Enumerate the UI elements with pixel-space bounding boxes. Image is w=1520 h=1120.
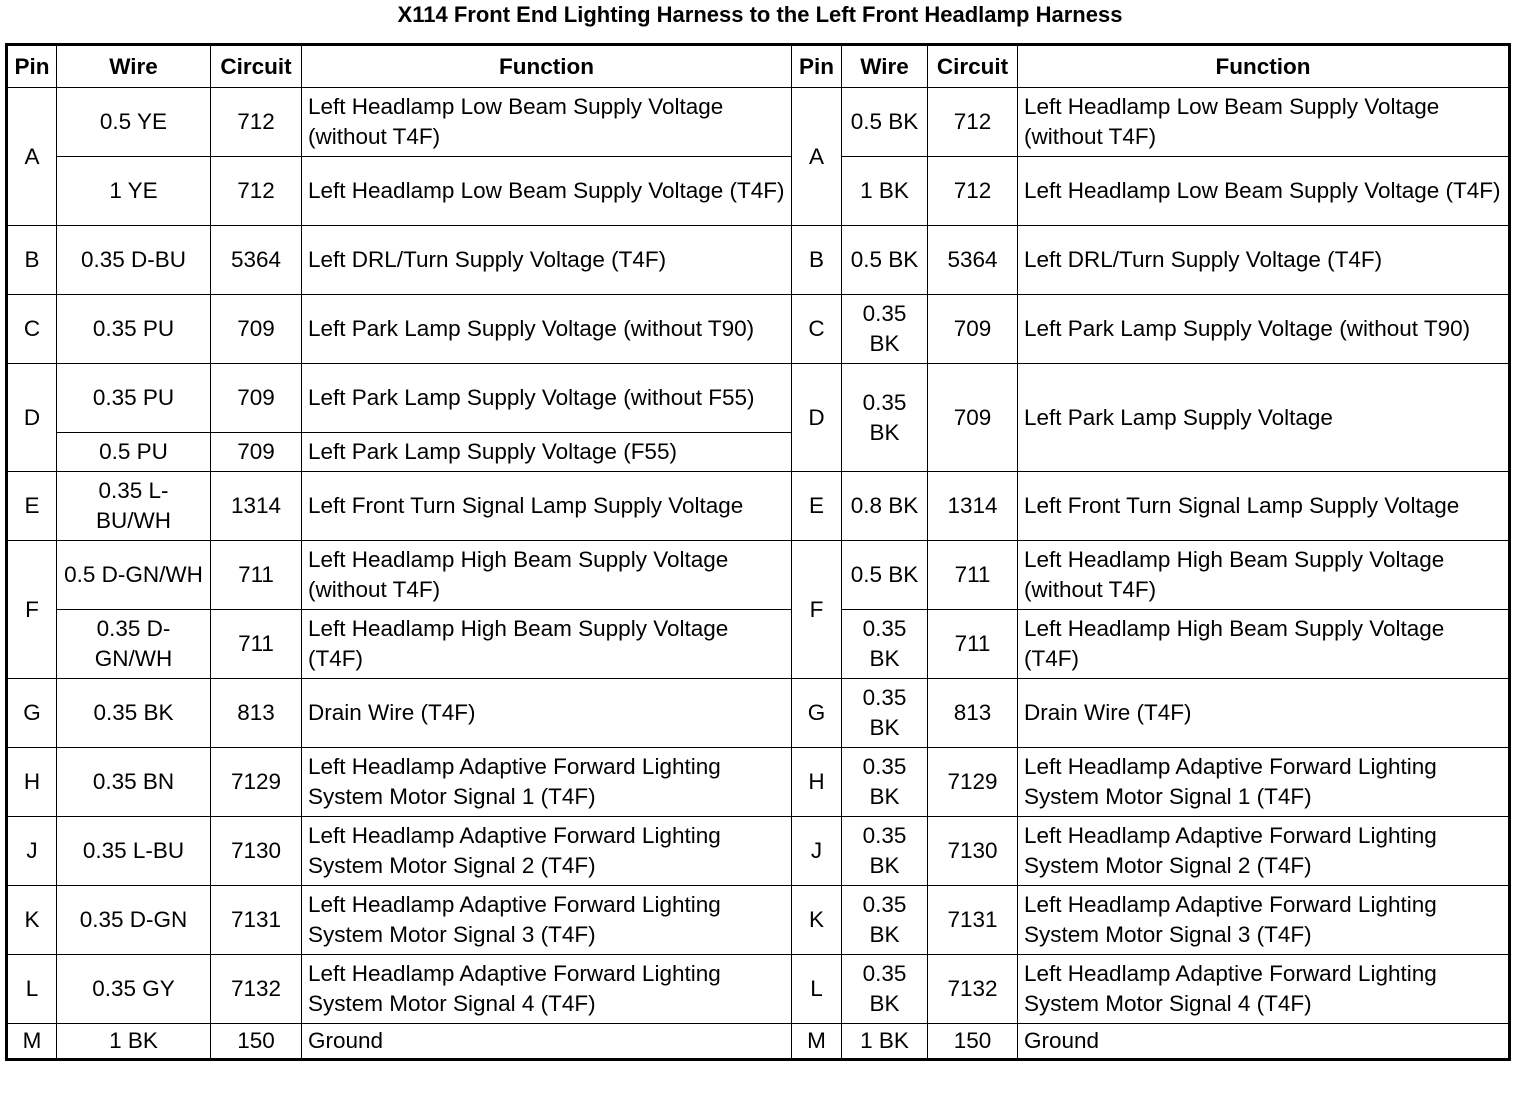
header-wire-left: Wire bbox=[57, 45, 211, 88]
circuit-left: 7129 bbox=[211, 748, 302, 817]
circuit-left: 709 bbox=[211, 295, 302, 364]
pin-left: H bbox=[7, 748, 57, 817]
circuit-right: 150 bbox=[928, 1024, 1018, 1060]
circuit-left: 7131 bbox=[211, 886, 302, 955]
wire-left: 0.5 PU bbox=[57, 433, 211, 472]
function-right: Ground bbox=[1018, 1024, 1510, 1060]
function-right: Drain Wire (T4F) bbox=[1018, 679, 1510, 748]
pin-right: F bbox=[792, 541, 842, 679]
wire-left: 0.35 PU bbox=[57, 364, 211, 433]
header-circuit-left: Circuit bbox=[211, 45, 302, 88]
circuit-left: 711 bbox=[211, 610, 302, 679]
wire-right: 1 BK bbox=[842, 157, 928, 226]
pin-right: D bbox=[792, 364, 842, 472]
table-row bbox=[7, 295, 1510, 364]
circuit-left: 7130 bbox=[211, 817, 302, 886]
function-left: Left DRL/Turn Supply Voltage (T4F) bbox=[302, 226, 792, 295]
pin-right: B bbox=[792, 226, 842, 295]
function-left: Left Headlamp High Beam Supply Voltage (T4F) bbox=[302, 610, 792, 679]
pin-left: E bbox=[7, 472, 57, 541]
pin-left: K bbox=[7, 886, 57, 955]
wire-left: 0.35 GY bbox=[57, 955, 211, 1024]
circuit-right: 709 bbox=[928, 295, 1018, 364]
pin-left: B bbox=[7, 226, 57, 295]
wire-right: 0.35 BK bbox=[842, 610, 928, 679]
wire-right: 0.8 BK bbox=[842, 472, 928, 541]
circuit-right: 7130 bbox=[928, 817, 1018, 886]
table-row bbox=[7, 610, 1510, 679]
table-row bbox=[7, 364, 1510, 433]
wire-right: 0.35 BK bbox=[842, 886, 928, 955]
pin-left: G bbox=[7, 679, 57, 748]
circuit-right: 711 bbox=[928, 541, 1018, 610]
circuit-left: 709 bbox=[211, 433, 302, 472]
function-right: Left Headlamp Adaptive Forward Lighting System Motor Signal 1 (T4F) bbox=[1018, 748, 1510, 817]
pin-right: H bbox=[792, 748, 842, 817]
circuit-left: 711 bbox=[211, 541, 302, 610]
table-row bbox=[7, 886, 1510, 955]
header-row bbox=[7, 45, 1510, 88]
wire-right: 0.35 BK bbox=[842, 817, 928, 886]
circuit-left: 7132 bbox=[211, 955, 302, 1024]
pin-left: L bbox=[7, 955, 57, 1024]
wire-left: 0.5 D-GN/WH bbox=[57, 541, 211, 610]
wire-left: 0.35 L-BU bbox=[57, 817, 211, 886]
wire-left: 0.35 L-BU/WH bbox=[57, 472, 211, 541]
table-body bbox=[7, 88, 1510, 1060]
table-row bbox=[7, 226, 1510, 295]
function-left: Drain Wire (T4F) bbox=[302, 679, 792, 748]
function-right: Left DRL/Turn Supply Voltage (T4F) bbox=[1018, 226, 1510, 295]
wire-right: 1 BK bbox=[842, 1024, 928, 1060]
wire-right: 0.5 BK bbox=[842, 226, 928, 295]
header-circuit-right: Circuit bbox=[928, 45, 1018, 88]
wire-left: 1 BK bbox=[57, 1024, 211, 1060]
pin-left: C bbox=[7, 295, 57, 364]
pin-right: L bbox=[792, 955, 842, 1024]
circuit-left: 1314 bbox=[211, 472, 302, 541]
wire-right: 0.35 BK bbox=[842, 748, 928, 817]
function-right: Left Headlamp Adaptive Forward Lighting System Motor Signal 3 (T4F) bbox=[1018, 886, 1510, 955]
circuit-left: 712 bbox=[211, 157, 302, 226]
pin-right: K bbox=[792, 886, 842, 955]
function-left: Left Headlamp Adaptive Forward Lighting System Motor Signal 2 (T4F) bbox=[302, 817, 792, 886]
table-row bbox=[7, 541, 1510, 610]
pin-left: A bbox=[7, 88, 57, 226]
table-row bbox=[7, 817, 1510, 886]
wire-right: 0.35 BK bbox=[842, 295, 928, 364]
circuit-right: 5364 bbox=[928, 226, 1018, 295]
function-left: Left Headlamp Low Beam Supply Voltage (T4F) bbox=[302, 157, 792, 226]
header-function-right: Function bbox=[1018, 45, 1510, 88]
table-row bbox=[7, 157, 1510, 226]
wire-left: 0.35 D-GN/WH bbox=[57, 610, 211, 679]
pin-right: G bbox=[792, 679, 842, 748]
wire-right: 0.35 BK bbox=[842, 955, 928, 1024]
function-left: Left Headlamp Adaptive Forward Lighting System Motor Signal 3 (T4F) bbox=[302, 886, 792, 955]
circuit-right: 7131 bbox=[928, 886, 1018, 955]
page-title: X114 Front End Lighting Harness to the Left Front Headlamp Harness bbox=[397, 2, 1123, 27]
function-right: Left Headlamp High Beam Supply Voltage (without T4F) bbox=[1018, 541, 1510, 610]
circuit-right: 712 bbox=[928, 88, 1018, 157]
pin-left: J bbox=[7, 817, 57, 886]
wire-left: 0.35 D-BU bbox=[57, 226, 211, 295]
circuit-right: 709 bbox=[928, 364, 1018, 472]
circuit-right: 1314 bbox=[928, 472, 1018, 541]
table-row bbox=[7, 748, 1510, 817]
function-left: Ground bbox=[302, 1024, 792, 1060]
function-left: Left Park Lamp Supply Voltage (F55) bbox=[302, 433, 792, 472]
pin-right: E bbox=[792, 472, 842, 541]
function-left: Left Front Turn Signal Lamp Supply Voltage bbox=[302, 472, 792, 541]
pin-right: C bbox=[792, 295, 842, 364]
circuit-left: 712 bbox=[211, 88, 302, 157]
wire-left: 0.35 PU bbox=[57, 295, 211, 364]
wire-left: 0.5 YE bbox=[57, 88, 211, 157]
table-row bbox=[7, 679, 1510, 748]
function-right: Left Park Lamp Supply Voltage (without T90) bbox=[1018, 295, 1510, 364]
function-left: Left Headlamp Low Beam Supply Voltage (without T4F) bbox=[302, 88, 792, 157]
wire-left: 0.35 D-GN bbox=[57, 886, 211, 955]
function-left: Left Headlamp Adaptive Forward Lighting System Motor Signal 4 (T4F) bbox=[302, 955, 792, 1024]
circuit-right: 711 bbox=[928, 610, 1018, 679]
table-row bbox=[7, 1024, 1510, 1060]
circuit-right: 712 bbox=[928, 157, 1018, 226]
function-left: Left Headlamp High Beam Supply Voltage (without T4F) bbox=[302, 541, 792, 610]
circuit-left: 709 bbox=[211, 364, 302, 433]
circuit-left: 813 bbox=[211, 679, 302, 748]
pin-left: F bbox=[7, 541, 57, 679]
header-function-left: Function bbox=[302, 45, 792, 88]
wire-right: 0.5 BK bbox=[842, 88, 928, 157]
circuit-right: 7129 bbox=[928, 748, 1018, 817]
function-right: Left Headlamp Low Beam Supply Voltage (T4F) bbox=[1018, 157, 1510, 226]
function-left: Left Park Lamp Supply Voltage (without T90) bbox=[302, 295, 792, 364]
function-right: Left Headlamp Adaptive Forward Lighting System Motor Signal 2 (T4F) bbox=[1018, 817, 1510, 886]
header-pin-right: Pin bbox=[792, 45, 842, 88]
pin-left: M bbox=[7, 1024, 57, 1060]
function-right: Left Headlamp High Beam Supply Voltage (T4F) bbox=[1018, 610, 1510, 679]
pin-right: J bbox=[792, 817, 842, 886]
function-right: Left Park Lamp Supply Voltage bbox=[1018, 364, 1510, 472]
table-row bbox=[7, 955, 1510, 1024]
function-left: Left Headlamp Adaptive Forward Lighting System Motor Signal 1 (T4F) bbox=[302, 748, 792, 817]
wire-left: 0.35 BN bbox=[57, 748, 211, 817]
circuit-left: 150 bbox=[211, 1024, 302, 1060]
header-pin-left: Pin bbox=[7, 45, 57, 88]
wire-left: 1 YE bbox=[57, 157, 211, 226]
wire-right: 0.35 BK bbox=[842, 679, 928, 748]
pinout-table bbox=[5, 43, 1511, 1061]
pin-right: M bbox=[792, 1024, 842, 1060]
header-wire-right: Wire bbox=[842, 45, 928, 88]
circuit-right: 7132 bbox=[928, 955, 1018, 1024]
wire-right: 0.5 BK bbox=[842, 541, 928, 610]
table-row bbox=[7, 88, 1510, 157]
pin-left: D bbox=[7, 364, 57, 472]
function-left: Left Park Lamp Supply Voltage (without F55) bbox=[302, 364, 792, 433]
table-row bbox=[7, 472, 1510, 541]
circuit-right: 813 bbox=[928, 679, 1018, 748]
function-right: Left Headlamp Adaptive Forward Lighting System Motor Signal 4 (T4F) bbox=[1018, 955, 1510, 1024]
circuit-left: 5364 bbox=[211, 226, 302, 295]
wire-right: 0.35 BK bbox=[842, 364, 928, 472]
function-right: Left Front Turn Signal Lamp Supply Voltage bbox=[1018, 472, 1510, 541]
wire-left: 0.35 BK bbox=[57, 679, 211, 748]
pin-right: A bbox=[792, 88, 842, 226]
function-right: Left Headlamp Low Beam Supply Voltage (without T4F) bbox=[1018, 88, 1510, 157]
